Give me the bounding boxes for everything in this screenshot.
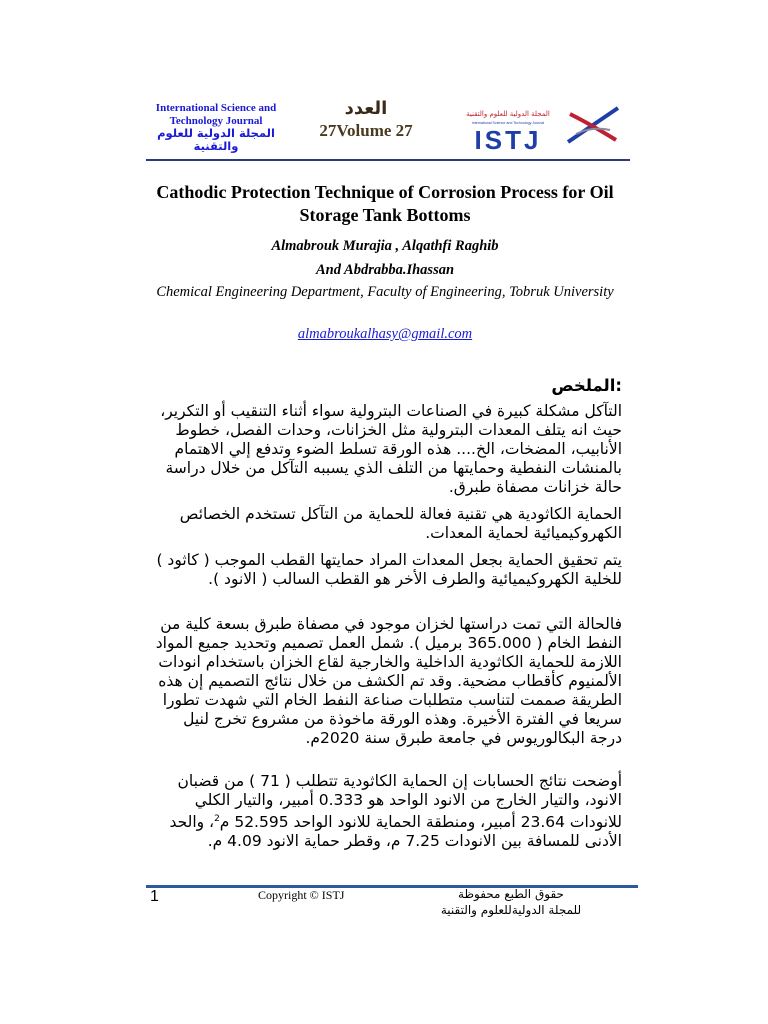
- logo-english-small: International Science and Technology Journal: [471, 121, 545, 125]
- rights-line-2: للمجلة الدوليةللعلوم والتقنية: [440, 903, 582, 917]
- journal-name: [146, 102, 286, 153]
- abstract-heading: :الملخص: [551, 376, 622, 395]
- copyright-notice: Copyright © ISTJ: [258, 888, 345, 902]
- author-email-link[interactable]: almabroukalhasy@gmail.com: [297, 326, 473, 342]
- issue-info: [296, 98, 436, 141]
- header-divider: [146, 159, 630, 161]
- results-text-part-2: ، والحد الأدنى للمسافة بين الانودات 7.25 م، وقطر حماية الانود 4.09 م.: [169, 813, 622, 851]
- results-text-part-1: أوضحت نتائج الحسابات إن الحماية الكاثودية تتطلب ( 71 ) من قضبان الانود، والتيار الخارج من الانود الواحد هو 0.333 أمبير، والتيار الكلي للانودات 23.64 أمبير، ومنطقة الحماية للانود الواحد 52.595 م: [177, 772, 622, 832]
- page-number: 1: [150, 888, 159, 905]
- paper-authors: [130, 234, 640, 282]
- affiliation: Chemical Engineering Department, Faculty of Engineering, Tobruk University: [156, 284, 614, 300]
- journal-name-ar: المجلة الدولية للعلوم والتقنية: [157, 126, 275, 153]
- abstract-paragraph-4: فالحالة التي تمت دراستها لخزان موجود في مصفاة طبرق بسعة كلية من النفط الخام ( 365.000 برميل ). شمل العمل تصميم وتحديد جميع المواد اللازمة للحماية الكاثودية الداخلية والخارجية لقاع الخزان باستخدام انودات الألمنيوم كأقطاب مضحية. وقد تم الكشف من خلال نتائج التصميم إن هذه الطريقة صممت لتناسب متطلبات صناعة النفط الخام التي شهدت تطورا سريعا في الفترة الأخيرة. وهذه الورقة ماخوذة من مشروع تخرج لنيل درجة البكالوريوس في جامعة طبرق سنة 2020م.: [155, 615, 622, 747]
- volume-label: 27Volume 27: [319, 121, 413, 140]
- abstract-paragraph-5: [140, 772, 622, 851]
- journal-name-en: International Science and Technology Journal: [155, 102, 277, 127]
- istj-logo: [450, 104, 630, 154]
- rights-notice-ar: [420, 886, 602, 918]
- logo-arabic-text: المجلة الدولية للعلوم والتقنية: [466, 110, 550, 118]
- square-superscript: 2: [214, 814, 220, 824]
- paper-title: Cathodic Protection Technique of Corrosion Process for Oil Storage Tank Bottoms: [156, 182, 614, 225]
- issue-label-ar: العدد: [344, 98, 388, 119]
- authors-line-2: And Abdrabba.Ihassan: [315, 262, 455, 278]
- authors-line-1: Almabrouk Murajia , Alqathfi Raghib: [271, 238, 499, 254]
- abstract-paragraph-2: الحماية الكاثودية هي تقنية فعالة للحماية من التآكل تستخدم الخصائص الكهروكيميائية لحماية المعدات.: [179, 505, 622, 542]
- abstract-paragraph-1: التآكل مشكلة كبيرة في الصناعات البترولية سواء أثناء التنقيب أو التكرير، حيث انه يتلف المعدات البترولية مثل الخزانات، وحدات الفصل، خطوط الأنابيب، المضخات، الخ.... هذه الورقة تسلط الضوء وتدفع إلي الاهتمام بالمنشات النفطية وحمايتها من التلف الذي يسببه التآكل من خلال دراسة حالة خزانات مصفاة طبرق.: [160, 402, 622, 496]
- abstract-paragraph-3: يتم تحقيق الحماية بجعل المعدات المراد حمايتها القطب الموجب ( كاثود ) للخلية الكهروكيميائية والطرف الأخر هو القطب السالب ( الانود ).: [156, 551, 622, 588]
- logo-text: ISTJ: [474, 125, 542, 154]
- rights-line-1: حقوق الطبع محفوظة: [458, 887, 564, 901]
